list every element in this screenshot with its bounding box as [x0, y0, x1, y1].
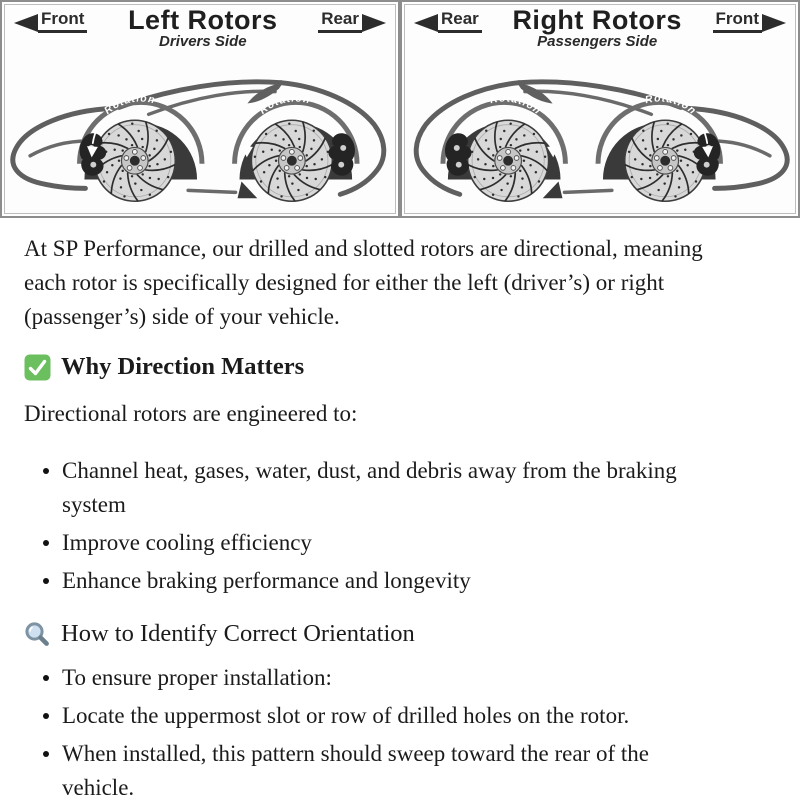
- identify-orientation-list: [24, 661, 776, 800]
- direction-label: Rear: [318, 9, 362, 33]
- list-item: Enhance braking performance and longevity: [42, 564, 707, 598]
- rear-direction-indicator: [318, 9, 386, 33]
- left-arrow-icon: [414, 14, 438, 32]
- front-direction-indicator: [14, 9, 87, 33]
- panel-titles: [128, 7, 278, 50]
- magnifying-glass-icon: [24, 621, 51, 648]
- left-arrow-icon: [14, 14, 38, 32]
- article: [0, 232, 800, 800]
- why-direction-list: [24, 454, 776, 598]
- rotation-label: Rotation: [102, 93, 157, 117]
- direction-label: Front: [38, 9, 87, 33]
- front-direction-indicator: [713, 9, 786, 33]
- list-item: Locate the uppermost slot or row of drilled holes on the rotor.: [42, 699, 724, 733]
- left-rotors-panel: [0, 0, 400, 218]
- right-arrow-icon: [362, 14, 386, 32]
- direction-label: Rear: [438, 9, 482, 33]
- intro-paragraph: At SP Performance, our drilled and slotted rotors are directional, meaning each rotor is specifically designed for either the left (driver’s) or right (passenger’s) side of your vehicle.: [24, 236, 703, 329]
- list-item: Channel heat, gases, water, dust, and debris away from the braking system: [42, 454, 707, 522]
- rotation-label: Rotation: [644, 93, 699, 118]
- engineered-lead: Directional rotors are engineered to:: [24, 401, 358, 426]
- panel-title: Left Rotors: [128, 5, 278, 35]
- list-item: To ensure proper installation:: [42, 661, 724, 695]
- right-arrow-icon: [762, 14, 786, 32]
- panel-subtitle: Passengers Side: [537, 33, 658, 50]
- panel-titles: [512, 7, 681, 50]
- check-mark-icon: [24, 354, 51, 381]
- why-direction-heading: [24, 352, 776, 382]
- right-rotors-panel: [400, 0, 800, 218]
- direction-label: Front: [713, 9, 762, 33]
- list-item: Improve cooling efficiency: [42, 526, 707, 560]
- panel-subtitle: Drivers Side: [159, 33, 247, 50]
- rear-direction-indicator: [414, 9, 482, 33]
- car-illustration-right: [402, 59, 798, 218]
- panel-title: Right Rotors: [512, 5, 682, 35]
- identify-orientation-heading: [24, 619, 776, 649]
- rotation-label: Rotation: [257, 93, 312, 117]
- list-item: When installed, this pattern should sweep toward the rear of the vehicle.: [42, 737, 724, 800]
- panel-header: [402, 2, 798, 59]
- heading-text: How to Identify Correct Orientation: [61, 620, 415, 647]
- panel-header: [2, 2, 398, 59]
- car-illustration-left: [2, 59, 398, 218]
- rotation-label: Rotation: [489, 93, 543, 118]
- heading-text: Why Direction Matters: [61, 353, 305, 380]
- rotor-direction-diagram: [0, 0, 800, 218]
